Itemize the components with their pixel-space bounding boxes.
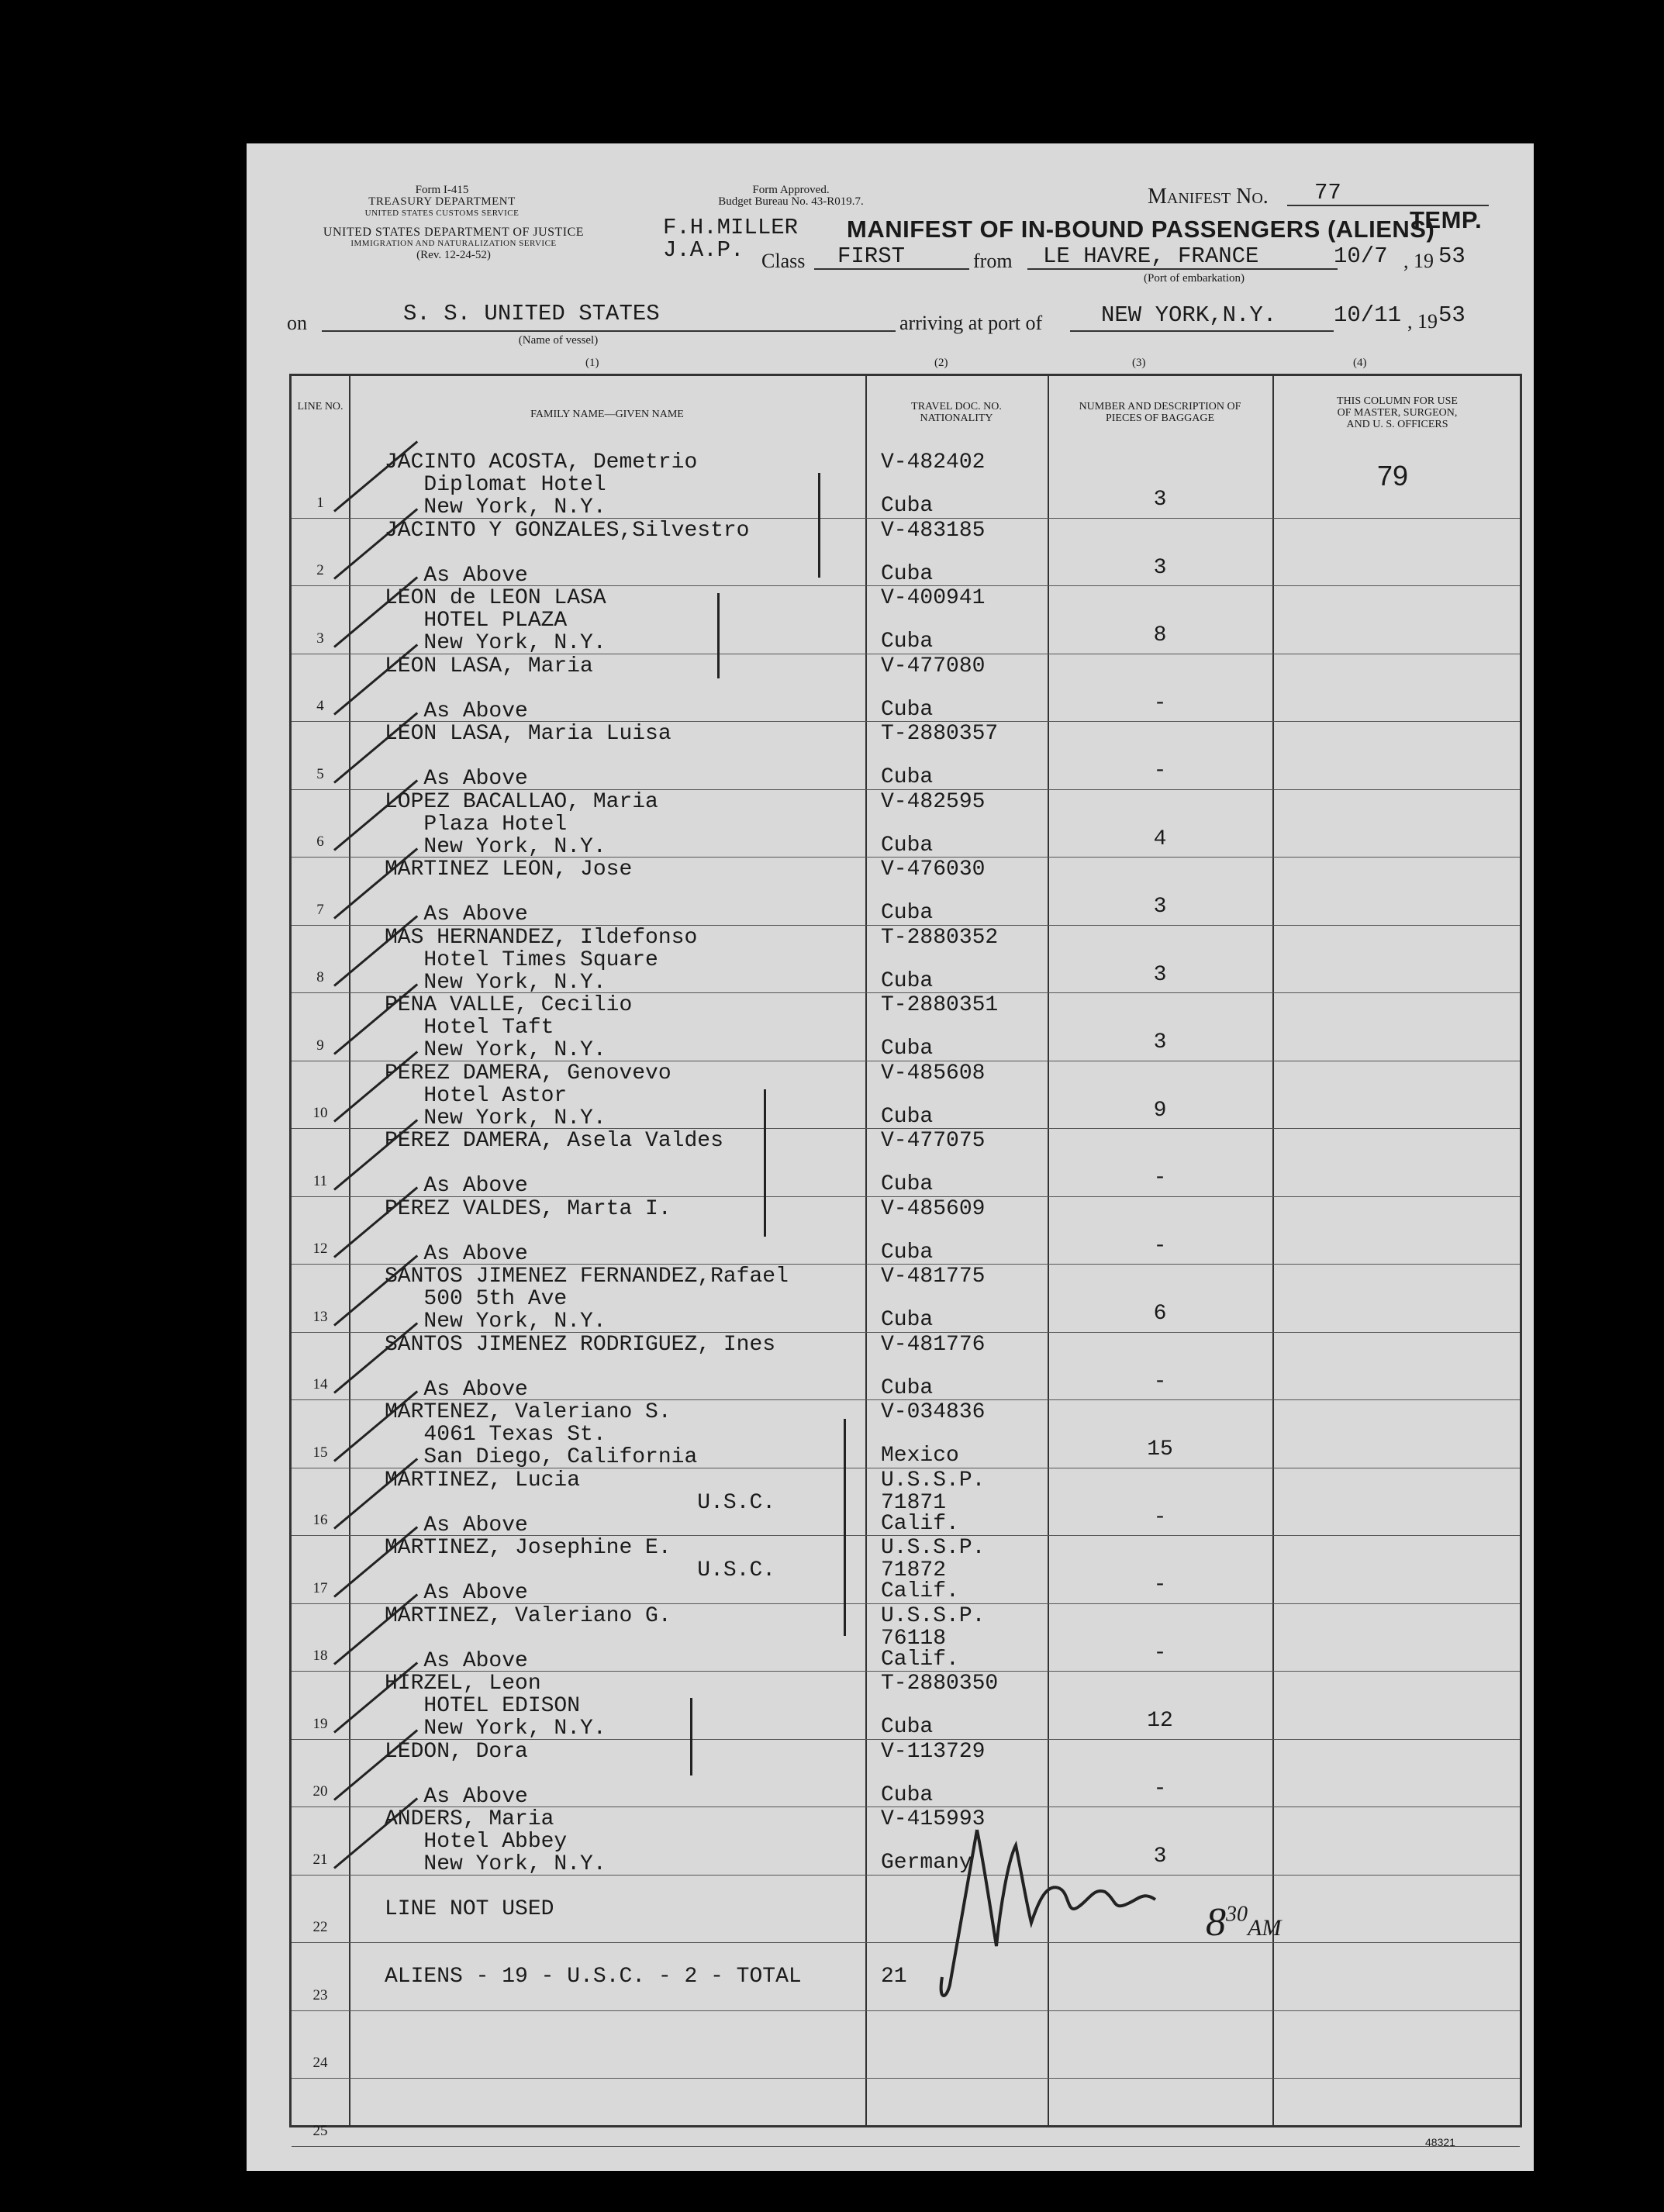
nationality: Cuba: [881, 1782, 934, 1807]
line-number: 10: [312, 1105, 328, 1121]
passenger-name: SANTOS JIMENEZ RODRIGUEZ, Ines As Above: [385, 1332, 776, 1402]
departure-date: 10/7: [1334, 243, 1388, 269]
passenger-table: [289, 374, 1522, 2139]
passenger-name: LEDON, Dora As Above: [385, 1739, 528, 1809]
nationality: Cuba: [881, 1037, 934, 1061]
nationality: Calif.: [881, 1579, 959, 1603]
line-number: 15: [312, 1444, 328, 1461]
pencil-bracket: [844, 1419, 846, 1636]
col-header-officers: THIS COLUMN FOR USE OF MASTER, SURGEON, AND U. S. OFFICERS: [1337, 395, 1458, 430]
nationality: Cuba: [881, 968, 934, 993]
pencil-bracket: [818, 473, 820, 578]
vessel-name: S. S. UNITED STATES: [403, 301, 660, 326]
passenger-name: ANDERS, Maria Hotel Abbey New York, N.Y.: [385, 1807, 606, 1876]
arrival-date: 10/11: [1334, 302, 1402, 328]
baggage-count: 6: [1153, 1302, 1167, 1326]
vessel-underline: [322, 330, 896, 332]
line-number: 3: [316, 630, 324, 647]
passenger-name: PEREZ DAMERA, Asela Valdes As Above: [385, 1129, 723, 1198]
travel-document-number: V-485608: [881, 1061, 986, 1085]
passenger-name: JACINTO ACOSTA, Demetrio Diplomat Hotel New York, N.Y.: [385, 450, 698, 519]
manifest-title: MANIFEST OF IN-BOUND PASSENGERS (ALIENS): [847, 216, 1435, 243]
embarkation-caption: (Port of embarkation): [1144, 272, 1245, 285]
passenger-name: MARTINEZ, Valeriano G. As Above: [385, 1603, 671, 1673]
baggage-count: -: [1153, 691, 1167, 716]
class-underline: [814, 268, 969, 270]
baggage-count: -: [1153, 1166, 1167, 1190]
nationality: Cuba: [881, 561, 934, 586]
nationality: Cuba: [881, 1715, 934, 1739]
baggage-count: 3: [1153, 1030, 1167, 1054]
pencil-bracket: [764, 1089, 766, 1237]
baggage-count: -: [1153, 1505, 1167, 1530]
inspector-signature: [923, 1814, 1248, 2008]
footer-code: 48321: [1425, 2136, 1455, 2148]
row-divider: [292, 2146, 1520, 2147]
column-number-1: (1): [585, 357, 599, 369]
travel-document-number: V-482595: [881, 789, 986, 814]
nationality: Cuba: [881, 1172, 934, 1196]
nationality: Mexico: [881, 1444, 959, 1468]
line-number: 1: [316, 494, 324, 511]
pencil-bracket: [690, 1698, 692, 1775]
travel-document-number: V-034836: [881, 1400, 986, 1424]
nationality: Cuba: [881, 833, 934, 858]
passenger-name: LEON LASA, Maria As Above: [385, 654, 593, 723]
line-number: 4: [316, 698, 324, 714]
manifest-number: 77: [1314, 180, 1341, 205]
baggage-count: 3: [1153, 555, 1167, 580]
col-header-line-no: LINE NO.: [297, 401, 344, 412]
line-number: 20: [312, 1783, 328, 1800]
row-divider: [292, 1942, 1520, 1943]
baggage-count: -: [1153, 759, 1167, 783]
line-number: 21: [312, 1851, 328, 1868]
line-number: 6: [316, 833, 324, 850]
departure-year-prefix: , 19: [1403, 250, 1434, 272]
punch-hole: [208, 677, 247, 717]
temp-mark: TEMP.: [1410, 206, 1483, 233]
column-number-4: (4): [1353, 357, 1367, 369]
initials-second: J.A.P.: [663, 237, 744, 263]
travel-document-number: V-477080: [881, 654, 986, 678]
baggage-count: 15: [1147, 1437, 1173, 1461]
pencil-bracket: [717, 593, 720, 678]
passenger-name: MAS HERNANDEZ, Ildefonso Hotel Times Square New York, N.Y.: [385, 925, 698, 995]
baggage-count: -: [1153, 1573, 1167, 1597]
line-number: 18: [312, 1648, 328, 1664]
line-number: 7: [316, 901, 324, 918]
travel-document-number: T-2880357: [881, 722, 999, 746]
travel-document-number: 21: [881, 1965, 907, 1989]
nationality: Cuba: [881, 1308, 934, 1332]
embarkation-underline: [1027, 268, 1338, 270]
baggage-count: 4: [1153, 826, 1167, 851]
passenger-name: MARTINEZ, Josephine E. U.S.C. As Above: [385, 1536, 776, 1605]
line-number: 23: [312, 1986, 328, 2003]
port-of-arrival: NEW YORK,N.Y.: [1101, 302, 1277, 328]
nationality: Germany: [881, 1851, 972, 1875]
column-number-3: (3): [1132, 357, 1146, 369]
vessel-caption: (Name of vessel): [518, 334, 599, 347]
arriving-label: arriving at port of: [899, 312, 1043, 334]
departure-year: 53: [1438, 243, 1465, 269]
baggage-count: 3: [1153, 962, 1167, 987]
line-number: 24: [312, 2055, 328, 2071]
travel-document-number: V-113729: [881, 1739, 986, 1764]
baggage-count: -: [1153, 1776, 1167, 1801]
travel-document-number: T-2880351: [881, 993, 999, 1017]
from-label: from: [973, 250, 1013, 272]
form-approval-block: Form Approved. Budget Bureau No. 43-R019.7.: [718, 184, 864, 208]
col-header-name: FAMILY NAME—GIVEN NAME: [530, 409, 684, 420]
time-note: $8^{30}AM$: [1206, 1900, 1282, 1945]
nationality: Cuba: [881, 1240, 934, 1265]
class-label: Class: [761, 250, 806, 272]
line-number: 2: [316, 562, 324, 578]
passenger-name: JACINTO Y GONZALES,Silvestro As Above: [385, 518, 750, 588]
baggage-count: 9: [1153, 1098, 1167, 1123]
class-value: FIRST: [837, 243, 906, 269]
punch-hole: [208, 2089, 247, 2130]
passenger-name: PEREZ VALDES, Marta I. As Above: [385, 1196, 671, 1266]
column-number-2: (2): [934, 357, 948, 369]
col-header-travel-doc: TRAVEL DOC. NO. NATIONALITY: [911, 401, 1002, 424]
travel-document-number: V-481776: [881, 1332, 986, 1357]
travel-document-number: V-400941: [881, 586, 986, 610]
passenger-name: MARTENEZ, Valeriano S. 4061 Texas St. San Diego, California: [385, 1400, 698, 1469]
line-number: 9: [316, 1037, 324, 1054]
baggage-count: -: [1153, 1369, 1167, 1394]
nationality: Cuba: [881, 1104, 934, 1129]
nationality: Cuba: [881, 494, 934, 518]
travel-document-number: V-482402: [881, 450, 986, 474]
line-number: 16: [312, 1512, 328, 1528]
port-of-embarkation: LE HAVRE, FRANCE: [1043, 243, 1259, 269]
manifest-label: Manifest No.: [1148, 185, 1269, 209]
travel-document-number: V-477075: [881, 1129, 986, 1153]
baggage-count: 3: [1153, 895, 1167, 919]
passenger-name: PEREZ DAMERA, Genovevo Hotel Astor New York, N.Y.: [385, 1061, 671, 1130]
officer-note: 79: [1377, 460, 1409, 492]
baggage-count: -: [1153, 1641, 1167, 1665]
line-number: 14: [312, 1376, 328, 1392]
passenger-name: LEON de LEON LASA HOTEL PLAZA New York, N.Y.: [385, 586, 606, 655]
travel-document-number: U.S.S.P. 71871: [881, 1468, 986, 1515]
passenger-name: LEON LASA, Maria Luisa As Above: [385, 722, 671, 791]
passenger-name: MARTINEZ, Lucia U.S.C. As Above: [385, 1468, 776, 1537]
line-number: 17: [312, 1579, 328, 1596]
baggage-count: 3: [1153, 1844, 1167, 1869]
form-id-block: Form I-415 TREASURY DEPARTMENT UNITED STATES CUSTOMS SERVICE: [364, 184, 520, 218]
baggage-count: 12: [1147, 1709, 1173, 1733]
line-number: 5: [316, 765, 324, 782]
punch-hole: [208, 1473, 247, 1513]
baggage-count: 8: [1153, 623, 1167, 647]
col-header-baggage: NUMBER AND DESCRIPTION OF PIECES OF BAGGAGE: [1079, 401, 1241, 424]
travel-document-number: U.S.S.P. 76118: [881, 1603, 986, 1651]
line-number: 8: [316, 969, 324, 985]
row-divider: [292, 2010, 1520, 2011]
passenger-name: HIRZEL, Leon HOTEL EDISON New York, N.Y.: [385, 1672, 606, 1741]
passenger-name: ALIENS - 19 - U.S.C. - 2 - TOTAL: [385, 1965, 802, 1989]
travel-document-number: T-2880352: [881, 925, 999, 950]
punch-hole: [208, 1809, 247, 1849]
travel-document-number: V-481775: [881, 1265, 986, 1289]
initials-clerk: F.H.MILLER: [663, 215, 799, 240]
travel-document-number: V-483185: [881, 518, 986, 543]
travel-document-number: T-2880350: [881, 1672, 999, 1696]
punch-hole: [208, 1938, 247, 1979]
passenger-name: MARTINEZ LEON, Jose As Above: [385, 858, 633, 927]
on-label: on: [287, 312, 307, 334]
line-number: 25: [312, 2122, 328, 2139]
punch-hole: [208, 341, 247, 381]
arrival-year-prefix: , 19: [1407, 310, 1438, 333]
travel-document-number: U.S.S.P. 71872: [881, 1536, 986, 1582]
nationality: Cuba: [881, 765, 934, 789]
passenger-name: LOPEZ BACALLAO, Maria Plaza Hotel New York, N.Y.: [385, 789, 658, 859]
arrival-year: 53: [1438, 302, 1465, 328]
nationality: Cuba: [881, 1375, 934, 1400]
passenger-name: LINE NOT USED: [385, 1896, 554, 1921]
line-number: 22: [312, 1919, 328, 1935]
punch-hole: [208, 799, 247, 839]
row-divider: [292, 2078, 1520, 2079]
baggage-count: -: [1153, 1234, 1167, 1258]
nationality: Cuba: [881, 901, 934, 925]
passenger-name: SANTOS JIMENEZ FERNANDEZ,Rafael 500 5th Ave New York, N.Y.: [385, 1265, 789, 1334]
nationality: Cuba: [881, 630, 934, 654]
line-number: 11: [312, 1172, 328, 1189]
punch-hole: [208, 186, 247, 226]
agency-block: UNITED STATES DEPARTMENT OF JUSTICE IMMIGRATION AND NATURALIZATION SERVICE (Rev. 12-24-52): [323, 226, 585, 261]
travel-document-number: V-476030: [881, 858, 986, 882]
travel-document-number: V-485609: [881, 1196, 986, 1221]
line-number: 12: [312, 1241, 328, 1257]
nationality: Calif.: [881, 1511, 959, 1536]
nationality: Cuba: [881, 697, 934, 722]
line-number: 13: [312, 1308, 328, 1325]
travel-document-number: V-415993: [881, 1807, 986, 1831]
line-number: 19: [312, 1715, 328, 1732]
baggage-count: 3: [1153, 488, 1167, 512]
nationality: Calif.: [881, 1647, 959, 1672]
punch-hole: [208, 1146, 247, 1186]
passenger-name: PENA VALLE, Cecilio Hotel Taft New York, N.Y.: [385, 993, 633, 1062]
arrival-underline: [1070, 330, 1334, 332]
